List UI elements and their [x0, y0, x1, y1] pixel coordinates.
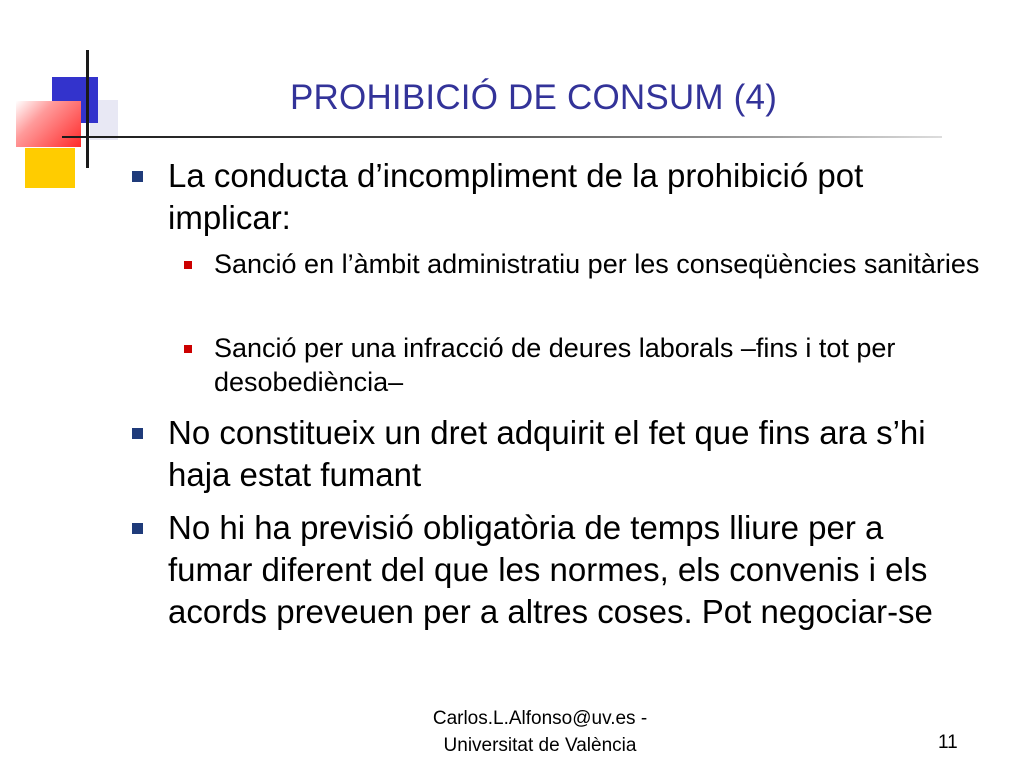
- footer-email: Carlos.L.Alfonso@uv.es -: [432, 708, 648, 729]
- bullet-text: La conducta d’incompliment de la prohibició pot implicar:: [168, 157, 864, 236]
- title-underline: [62, 136, 942, 138]
- slide-title: PROHIBICIÓ DE CONSUM (4): [290, 78, 778, 117]
- square-bullet-icon: [132, 428, 143, 439]
- square-bullet-icon: [132, 523, 143, 534]
- sub-bullet-text: Sanció per una infracció de deures laborals –fins i tot per desobediència–: [214, 333, 896, 397]
- page-number: 11: [938, 732, 958, 753]
- decor-red-square: [16, 101, 81, 147]
- bullet-text: No hi ha previsió obligatòria de temps lliure per a fumar diferent del que les normes, els convenis i els acords preveuen per a altres coses. Pot negociar-se: [168, 509, 933, 630]
- square-bullet-icon: [132, 171, 143, 182]
- decor-vertical-line: [86, 50, 89, 168]
- footer-institution: Universitat de València: [443, 735, 637, 756]
- decorative-squares: [0, 0, 140, 200]
- sub-bullet-text: Sanció en l’àmbit administratiu per les conseqüències sanitàries: [214, 249, 980, 279]
- slide-footer: [400, 705, 680, 759]
- decor-yellow-square: [25, 148, 75, 188]
- square-bullet-icon: [184, 345, 192, 353]
- bullet-text: No constitueix un dret adquirit el fet que fins ara s’hi haja estat fumant: [168, 414, 926, 493]
- square-bullet-icon: [184, 261, 192, 269]
